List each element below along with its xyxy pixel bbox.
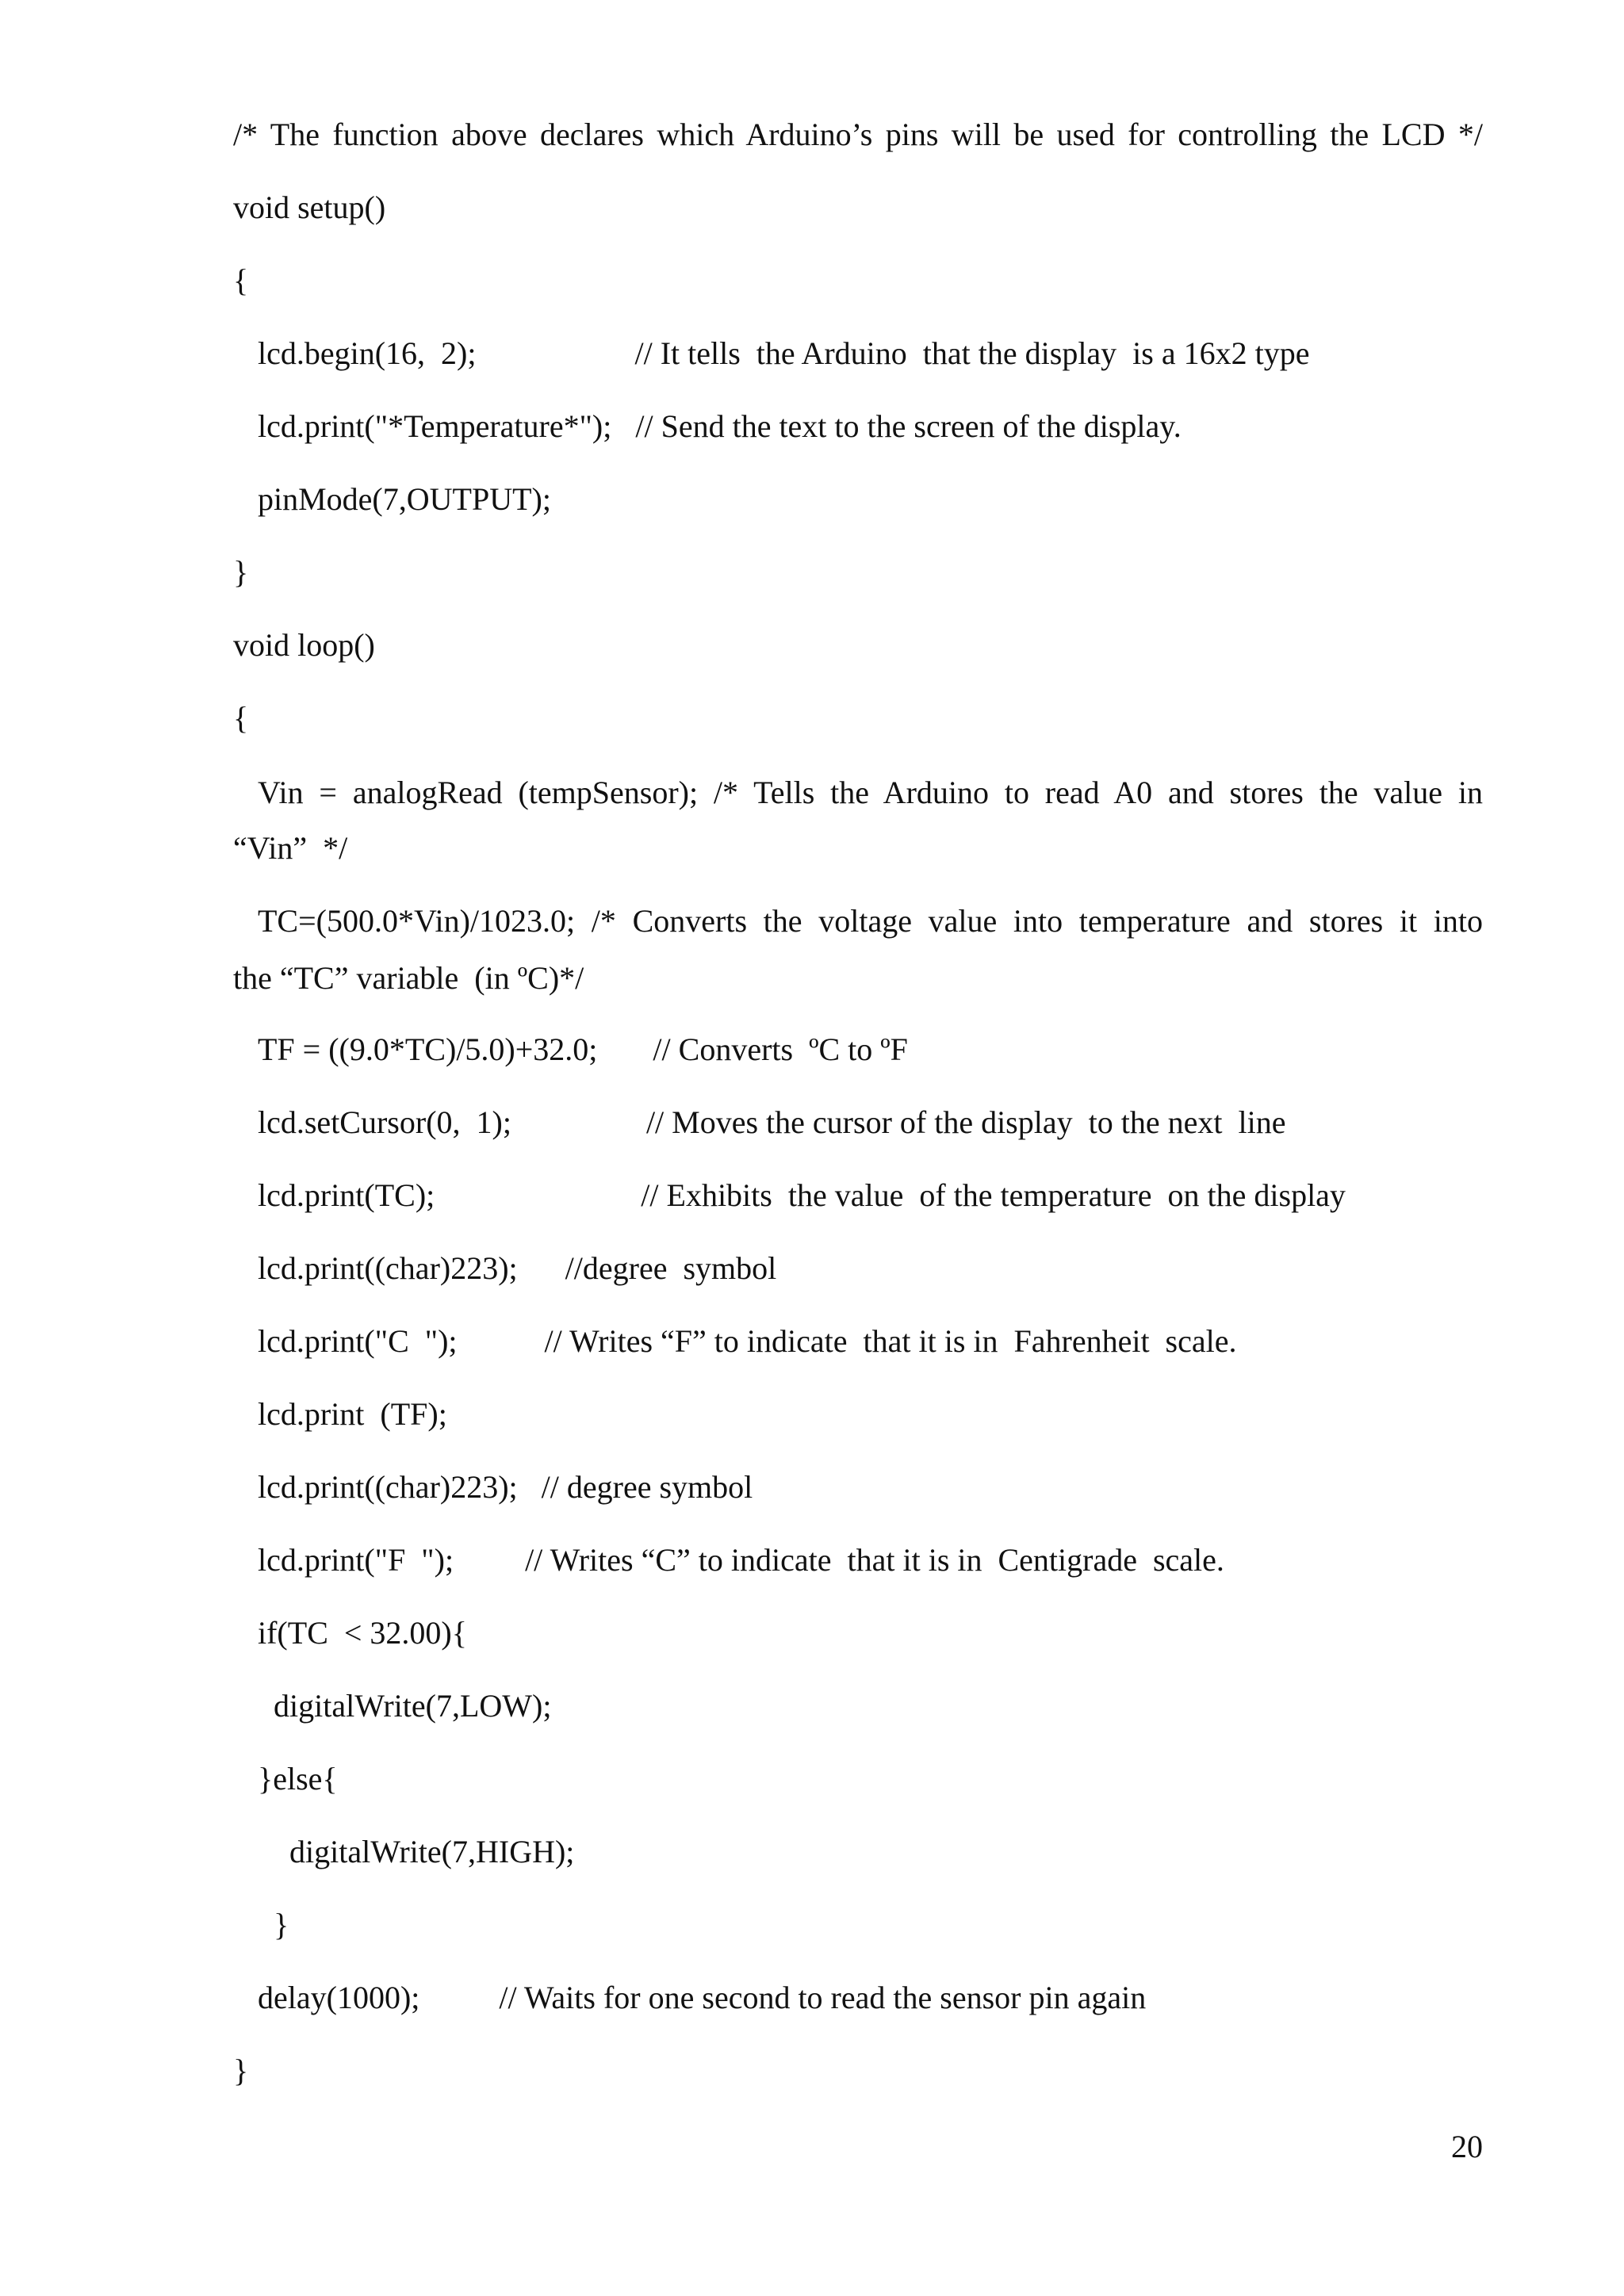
code-line: lcd.print (TF); (258, 1396, 447, 1432)
code-line: } (233, 554, 249, 590)
code-line: lcd.print("F "); // Writes “C” to indicate that it is in Centigrade scale. (258, 1542, 1224, 1578)
code-line: delay(1000); // Waits for one second to read the sensor pin again (258, 1980, 1147, 2015)
code-line: lcd.setCursor(0, 1); // Moves the cursor of the display to the next line (258, 1104, 1286, 1140)
code-line: lcd.print("*Temperature*"); // Send the text to the screen of the display. (258, 408, 1182, 444)
code-line: TC=(500.0*Vin)/1023.0; /* Converts the voltage value into temperature and stores it into (258, 903, 1483, 939)
code-line: { (233, 700, 249, 736)
code-line: lcd.print((char)223); // degree symbol (258, 1469, 753, 1505)
page-number: 20 (1451, 2129, 1483, 2164)
code-line: } (274, 1907, 289, 1942)
code-line: } (233, 2053, 249, 2088)
code-line: digitalWrite(7,HIGH); (289, 1834, 575, 1869)
code-line: lcd.print((char)223); //degree symbol (258, 1250, 777, 1286)
code-line: if(TC < 32.00){ (258, 1615, 467, 1651)
code-line: { (233, 262, 249, 298)
code-line: TF = ((9.0*TC)/5.0)+32.0; // Converts ºC to ºF (258, 1031, 908, 1067)
code-line: lcd.print(TC); // Exhibits the value of the temperature on the display (258, 1177, 1346, 1213)
code-comment-line: /* The function above declares which Arduino’s pins will be used for controlling the LCD */ (233, 117, 1483, 152)
code-line: pinMode(7,OUTPUT); (258, 481, 551, 517)
code-line: void setup() (233, 189, 386, 225)
code-line: Vin = analogRead (tempSensor); /* Tells the Arduino to read A0 and stores the value in (258, 775, 1483, 810)
code-line: the “TC” variable (in ºC)*/ (233, 960, 584, 996)
code-line: “Vin” */ (233, 830, 348, 866)
code-line: digitalWrite(7,LOW); (274, 1688, 552, 1724)
code-line: lcd.print("C "); // Writes “F” to indicate that it is in Fahrenheit scale. (258, 1323, 1237, 1359)
code-line: void loop() (233, 627, 375, 663)
code-line: }else{ (258, 1761, 338, 1797)
code-line: lcd.begin(16, 2); // It tells the Arduino that the display is a 16x2 type (258, 335, 1310, 371)
